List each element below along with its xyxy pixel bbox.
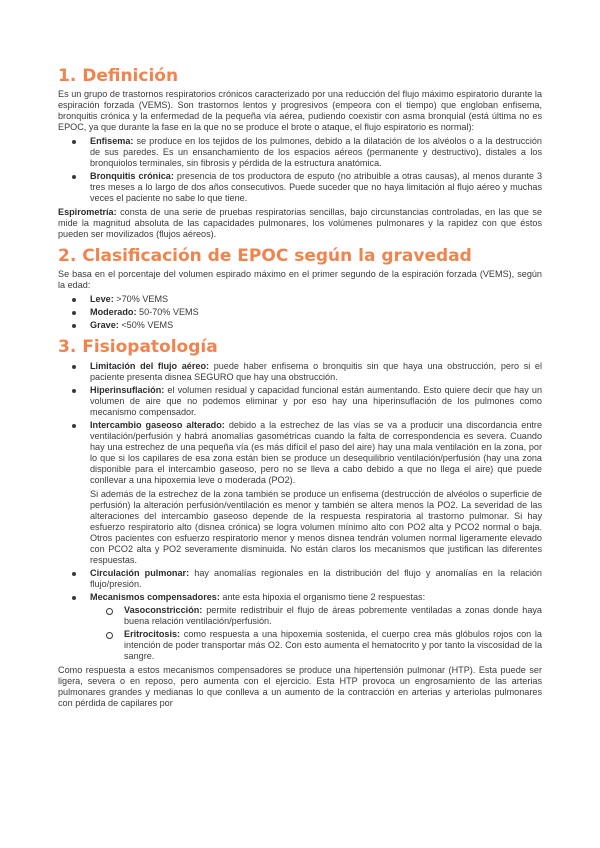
term-intercambio: Intercambio gaseoso alterado: <box>90 420 225 430</box>
term-moderado: Moderado: <box>90 307 137 317</box>
fisiopatologia-list <box>58 361 542 662</box>
term-espirometria: Espirometría: <box>58 207 117 217</box>
list-item-limitacion <box>90 361 542 383</box>
text-mecanismos: ante esta hipoxia el organismo tiene 2 respuestas: <box>219 592 426 602</box>
term-mecanismos: Mecanismos compensadores: <box>90 592 220 602</box>
definicion-list <box>58 136 542 204</box>
clasificacion-list <box>58 294 542 331</box>
text-leve: >70% VEMS <box>113 294 169 304</box>
text-limitacion: puede haber enfisema o bronquitis sin que haya una obstrucción, pero si el paciente presenta disnea SEGURO que hay una obstrucción. <box>90 361 542 382</box>
list-item-leve <box>90 294 542 305</box>
text-espirometria: consta de una serie de pruebas respiratorias sencillas, bajo circunstancias controladas, en las que se mide la magnitud absoluta de las capacidades pulmonares, los volúmenes pulmonares y la rapidez con que éstos pueden ser movilizados (flujos aéreos). <box>58 207 542 239</box>
sublist-item-eritrocitosis <box>124 629 542 662</box>
term-leve: Leve: <box>90 294 114 304</box>
section-title-definicion: 1. Definición <box>58 66 179 86</box>
term-grave: Grave: <box>90 320 119 330</box>
section-title-clasificacion: 2. Clasificación de EPOC según la gravedad <box>58 246 472 266</box>
clasificacion-intro: Se basa en el porcentaje del volumen espirado máximo en el primer segundo de la espiración forzada (VEMS), según la edad: <box>58 269 542 290</box>
list-item-hiperinsuflacion <box>90 385 542 418</box>
text-intercambio: debido a la estrechez de las vías se va a producir una discordancia entre ventilación/perfusión y habrá anomalías gasométricas cuando la falta de correspondencia es severa. Cuando hay una estrechez de una pequeña vía (es más difícil el paso del aire) hay una mala ventilación en la zona, por lo que si los capilares de esa zona están bien se produce un desequilibrio ventilación/perfusión (hay una zona disponible para el intercambio gaseoso, pero no se lleva a cabo debido a que no llega el aire) que puede conllevar a una hipoxemia leve o moderada (PO2). <box>90 420 542 485</box>
list-item-bronquitis <box>90 171 542 204</box>
list-item-grave <box>90 320 542 331</box>
list-item-enfisema <box>90 136 542 169</box>
text-enfisema: se produce en los tejidos de los pulmones, debido a la dilatación de los alvéolos o a la destrucción de sus paredes. Es un ensanchamiento de los espacios aéreos (permanente y destructivo), distales a los bronquiolos terminales, sin fibrosis y pérdida de la estructura anatómica. <box>90 136 542 168</box>
mecanismos-sublist <box>90 605 542 662</box>
text-eritrocitosis: como respuesta a una hipoxemia sostenida, el cuerpo crea más glóbulos rojos con la intención de poder transportar más O2. Con esto aumenta el hematocrito y por tanto la viscosidad de la sangre. <box>124 629 542 661</box>
text-circulacion: hay anomalías regionales en la distribución del flujo y anomalías en la relación flujo/presión. <box>90 568 542 589</box>
definicion-intro: Es un grupo de trastornos respiratorios crónicos caracterizado por una reducción del flujo máximo espiratorio durante la espiración forzada (VEMS). Son trastornos lentos y progresivos (empeora con el tiempo) que engloban enfisema, bronquitis crónica y la enfermedad de la pequeña vía aérea, pudiendo coexistir con asma bronquial (está última no es EPOC, ya que durante la fase en la que no se produce el brote o ataque, el flujo espiratorio es normal): <box>58 89 542 132</box>
term-eritrocitosis: Eritrocitosis: <box>124 629 181 639</box>
list-item-mecanismos <box>90 592 542 662</box>
section-title-fisiopatologia: 3. Fisiopatología <box>58 337 218 357</box>
term-hiperinsuflacion: Hiperinsuflación: <box>90 385 165 395</box>
term-circulacion: Circulación pulmonar: <box>90 568 190 578</box>
text-grave: <50% VEMS <box>118 320 174 330</box>
text-moderado: 50-70% VEMS <box>136 307 199 317</box>
text-bronquitis: presencia de tos productora de esputo (no atribuible a otras causas), al menos durante 3 tres meses a lo largo de dos años consecutivos. Puede suceder que no haya limitación al flujo aéreo y muchas veces el paciente no sabe lo que tiene. <box>90 171 542 203</box>
term-bronquitis: Bronquitis crónica: <box>90 171 174 181</box>
text-hiperinsuflacion: el volumen residual y capacidad funcional están aumentando. Esto quiere decir que hay un volumen de aire que no podemos eliminar y por eso hay una hiperinsuflación de los pulmones como mecanismo compensador. <box>90 385 542 417</box>
list-item-intercambio <box>90 420 542 566</box>
term-enfisema: Enfisema: <box>90 136 134 146</box>
closing-paragraph: Como respuesta a estos mecanismos compensadores se produce una hipertensión pulmonar (HTP). Esta puede ser ligera, severa o en reposo, pero aumenta con el ejercicio. Esta HTP provoca un engrosamiento de las arterias pulmonares grandes y medianas lo que conlleva a un aumento de la contracción en arterias y arteriolas pulmonares con pérdida de capilares por <box>58 665 542 708</box>
list-item-moderado <box>90 307 542 318</box>
list-item-circulacion <box>90 568 542 590</box>
espirometria-paragraph <box>58 207 542 240</box>
term-vasoconstriccion: Vasoconstricción: <box>124 605 203 615</box>
intercambio-continuation: Si además de la estrechez de la zona también se produce un enfisema (destrucción de alvéolos o superficie de perfusión) la alteración perfusión/ventilación es menor y también se altera menos la PO2. La severidad de las alteraciones del intercambio gaseoso depende de la respuesta respiratoria al trastorno pulmonar. Si hay esfuerzo respiratorio alto (disnea crónica) se logra volumen mínimo alto con PO2 alta y PCO2 normal o baja. Otros pacientes con esfuerzo respiratorio menor y menos disnea tendrán volumen normal ligeramente elevado con PCO2 alta y PO2 severamente disminuida. No están claros los mecanismos que justifican las diferentes respuestas. <box>90 489 542 565</box>
term-limitacion: Limitación del flujo aéreo: <box>90 361 210 371</box>
sublist-item-vasoconstriccion <box>124 605 542 627</box>
text-vasoconstriccion: permite redistribuir el flujo de áreas pobremente ventiladas a zonas donde haya buena relación ventilación/perfusión. <box>124 605 542 626</box>
